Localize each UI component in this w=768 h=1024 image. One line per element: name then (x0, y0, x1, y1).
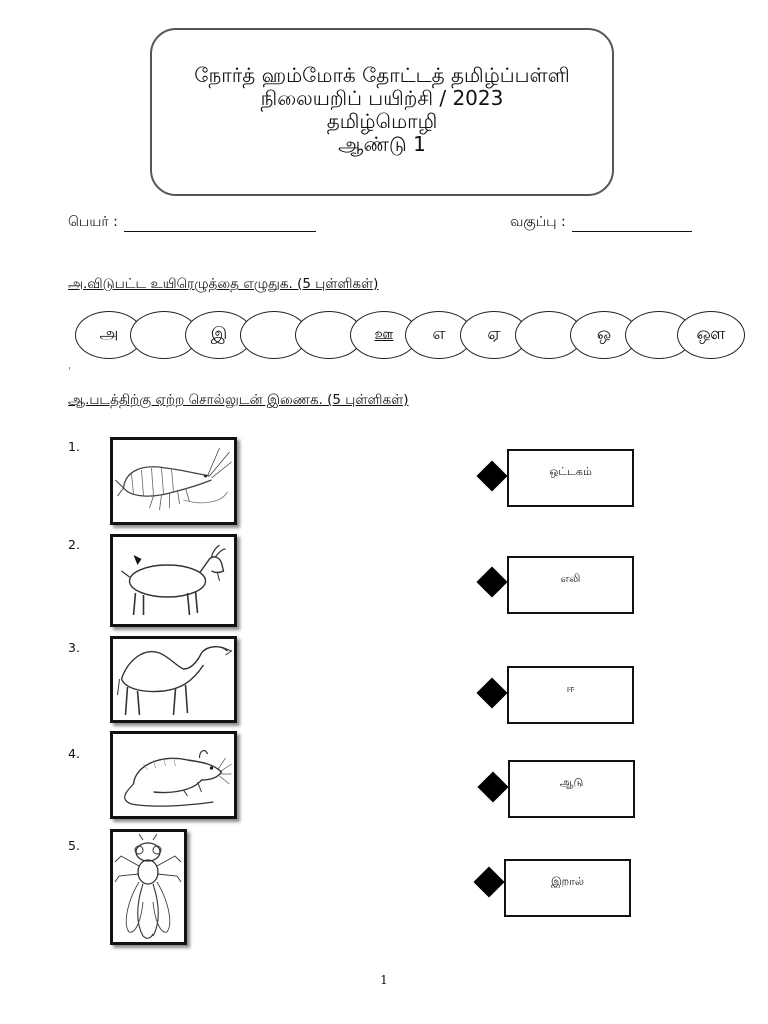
vowel-letter: அ (99, 324, 119, 344)
name-label: பெயர் : (68, 214, 118, 230)
word-box[interactable] (507, 556, 634, 614)
rat-icon (113, 734, 234, 816)
goat-picture[interactable] (110, 534, 237, 627)
school-name: நோர்த் ஹம்மோக் தோட்டத் தமிழ்ப்பள்ளி (194, 63, 570, 87)
vowel-letter: இ (210, 324, 228, 344)
word-label: ஆடு (559, 776, 584, 789)
name-blank[interactable] (124, 231, 316, 232)
prawn-picture[interactable] (110, 437, 237, 525)
goat-icon (113, 537, 234, 624)
word-label: ஈ (566, 682, 575, 695)
vowel-letter: ஔ (696, 324, 726, 344)
camel-picture[interactable] (110, 636, 237, 723)
section-b-heading: ஆ.படத்திற்கு ஏற்ற சொல்லுடன் இணைக. (5 புள்ளிகள்) (68, 392, 409, 408)
word-label: எலி (560, 572, 581, 585)
vowel-oval[interactable] (677, 311, 745, 359)
word-box[interactable] (504, 859, 631, 917)
subject-title: தமிழ்மொழி (326, 109, 438, 133)
prawn-icon (113, 440, 234, 522)
item-number: 4. (68, 746, 80, 761)
word-label: ஒட்டகம் (549, 465, 592, 478)
vowel-letter: ஒ (596, 324, 612, 344)
rat-picture[interactable] (110, 731, 237, 819)
match-point-diamond[interactable] (476, 677, 507, 708)
fly-picture[interactable] (110, 829, 187, 945)
word-box[interactable] (508, 760, 635, 818)
item-number: 2. (68, 537, 80, 552)
word-box[interactable] (507, 449, 634, 507)
camel-icon (113, 639, 234, 720)
match-point-diamond[interactable] (476, 566, 507, 597)
item-number: 5. (68, 838, 80, 853)
name-field (68, 214, 316, 232)
title-box (150, 28, 614, 196)
assessment-title: நிலையறிப் பயிற்சி / 2023 (260, 86, 504, 110)
vowel-ovals (75, 311, 747, 361)
page-number: 1 (380, 973, 388, 987)
section-a-heading: அ.விடுபட்ட உயிரெழுத்தை எழுதுக. (5 புள்ளிகள்) (68, 276, 379, 292)
vowel-letter: ஊ (374, 325, 394, 343)
class-label: வகுப்பு : (510, 214, 566, 230)
word-label: இறால் (550, 875, 585, 888)
word-box[interactable] (507, 666, 634, 724)
match-point-diamond[interactable] (477, 771, 508, 802)
item-number: 3. (68, 640, 80, 655)
class-blank[interactable] (572, 231, 692, 232)
vowel-letter: எ (432, 324, 446, 344)
year-title: ஆண்டு 1 (338, 132, 426, 156)
fly-icon (113, 832, 184, 942)
match-point-diamond[interactable] (473, 866, 504, 897)
vowel-letter: ஏ (487, 324, 501, 344)
item-number: 1. (68, 439, 80, 454)
match-point-diamond[interactable] (476, 460, 507, 491)
class-field (510, 214, 692, 232)
stray-mark: ' (68, 366, 71, 377)
